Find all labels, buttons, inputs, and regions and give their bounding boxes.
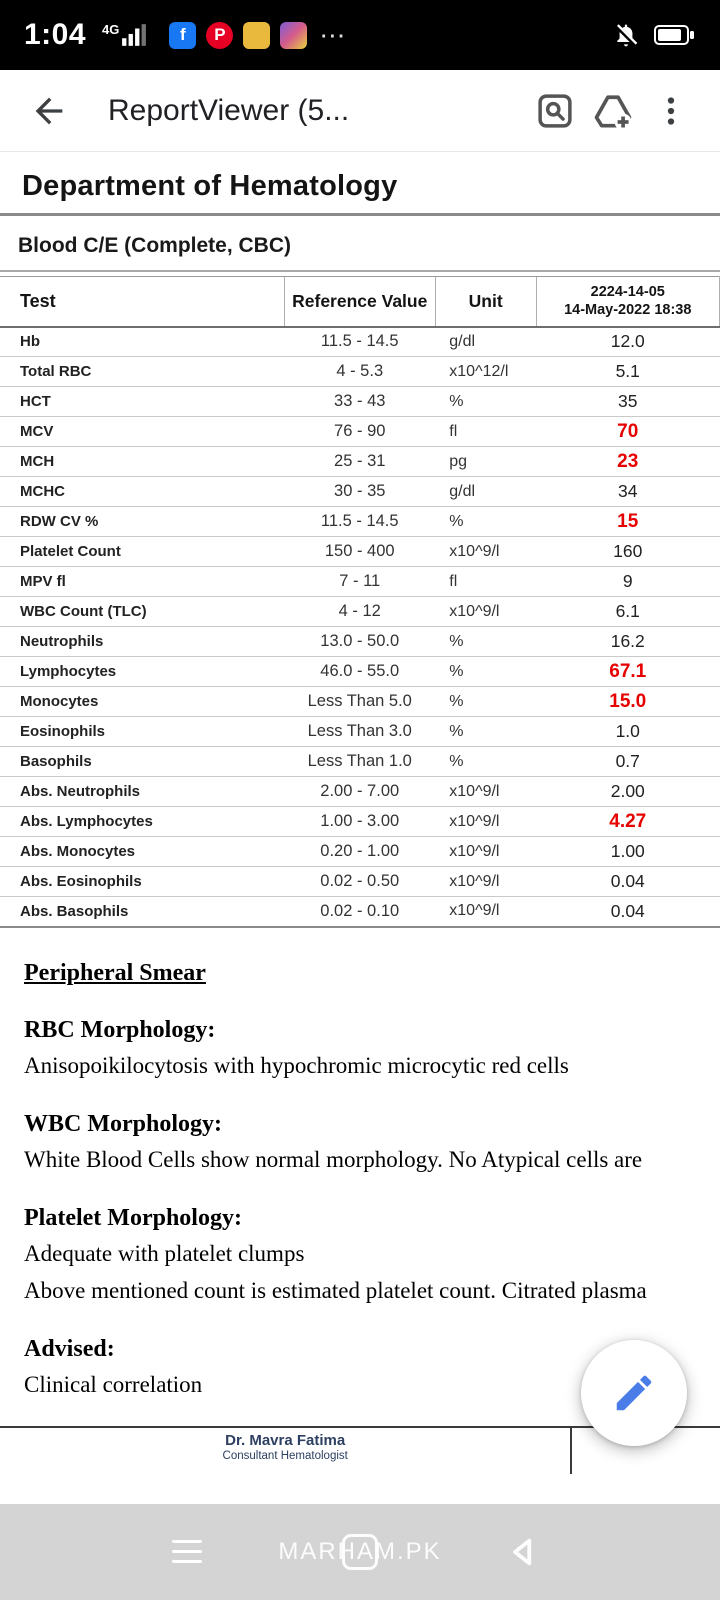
test-name: Basophils [0,747,284,777]
result-value: 15 [536,507,720,537]
notifications-off-icon [612,21,640,49]
reference-range: Less Than 5.0 [284,687,435,717]
table-row [0,357,720,387]
test-name: Eosinophils [0,717,284,747]
test-name: Total RBC [0,357,284,387]
test-name: Abs. Monocytes [0,837,284,867]
smear-heading: Peripheral Smear [24,959,206,986]
result-value: 34 [536,477,720,507]
back-button[interactable] [20,82,78,140]
smear-section-line: Above mentioned count is estimated platelet count. Citrated plasma [24,1277,647,1303]
result-value: 9 [536,567,720,597]
unit: % [435,387,536,417]
overflow-menu-button[interactable] [642,82,700,140]
result-value: 160 [536,537,720,567]
unit: x10^9/l [435,837,536,867]
test-name: Lymphocytes [0,657,284,687]
smear-section-title: Platelet Morphology: [24,1204,242,1231]
result-value: 12.0 [536,327,720,357]
reference-range: 0.02 - 0.50 [284,867,435,897]
results-table-body [0,327,720,927]
unit: x10^9/l [435,597,536,627]
test-name: Abs. Neutrophils [0,777,284,807]
report-document[interactable] [0,152,720,1504]
test-name: Monocytes [0,687,284,717]
network-type-label: 4G [102,21,120,37]
table-row [0,777,720,807]
status-bar-right [612,21,696,49]
table-row [0,627,720,657]
app-notification-icon [243,22,270,49]
unit: % [435,717,536,747]
smear-section-title: RBC Morphology: [24,1016,216,1043]
table-row [0,897,720,927]
reference-range: 4 - 12 [284,597,435,627]
unit: fl [435,417,536,447]
reference-range: 30 - 35 [284,477,435,507]
column-header-unit: Unit [435,277,536,327]
column-header-test: Test [0,277,284,327]
find-in-page-button[interactable] [526,82,584,140]
menu-nav-button[interactable] [172,1540,202,1563]
reference-range: 1.00 - 3.00 [284,807,435,837]
test-name: MPV fl [0,567,284,597]
network-indicator [102,22,147,48]
result-value: 6.1 [536,597,720,627]
unit: x10^9/l [435,537,536,567]
test-name: Abs. Eosinophils [0,867,284,897]
notification-icons [169,20,347,51]
reference-range: 0.20 - 1.00 [284,837,435,867]
smear-section-title: WBC Morphology: [24,1110,222,1137]
result-value: 4.27 [536,807,720,837]
test-name: MCH [0,447,284,477]
back-arrow-icon [29,91,69,131]
reference-range: Less Than 3.0 [284,717,435,747]
table-row [0,417,720,447]
table-row [0,447,720,477]
table-row [0,567,720,597]
result-value: 16.2 [536,627,720,657]
result-value: 5.1 [536,357,720,387]
test-name: MCV [0,417,284,447]
table-row [0,717,720,747]
report-title: Blood C/E (Complete, CBC) [18,234,291,257]
unit: % [435,657,536,687]
unit: pg [435,447,536,477]
table-row [0,687,720,717]
title-divider [0,270,720,272]
app-bar [0,70,720,152]
clock: 1:04 [24,18,87,51]
facebook-icon: f [169,22,196,49]
test-name: RDW CV % [0,507,284,537]
unit: % [435,507,536,537]
results-table [0,276,720,928]
three-dot-menu-icon [653,93,689,129]
test-name: HCT [0,387,284,417]
marham-watermark: MARHAM.PK [278,1538,442,1565]
unit: x10^9/l [435,897,536,927]
unit: x10^9/l [435,777,536,807]
result-value: 0.04 [536,897,720,927]
more-notifications-icon: ⋯ [319,19,348,50]
test-name: MCHC [0,477,284,507]
smear-section-title: Advised: [24,1335,115,1362]
unit: x10^9/l [435,807,536,837]
smear-section-line: Clinical correlation [24,1371,203,1397]
table-row [0,657,720,687]
result-value: 0.7 [536,747,720,777]
result-datetime: 14-May-2022 18:38 [564,302,692,319]
test-name: WBC Count (TLC) [0,597,284,627]
test-name: Abs. Lymphocytes [0,807,284,837]
result-value: 15.0 [536,687,720,717]
result-value: 23 [536,447,720,477]
test-name: Platelet Count [0,537,284,567]
unit: x10^12/l [435,357,536,387]
reference-range: 2.00 - 7.00 [284,777,435,807]
back-triangle-icon [506,1534,542,1570]
reference-range: 76 - 90 [284,417,435,447]
unit: fl [435,567,536,597]
result-value: 1.0 [536,717,720,747]
reference-range: Less Than 1.0 [284,747,435,777]
find-in-page-icon [534,90,576,132]
result-id: 2224-14-05 [590,284,665,301]
result-value: 67.1 [536,657,720,687]
app-title: ReportViewer (5... [108,93,350,127]
smear-section-line: White Blood Cells show normal morphology. No Atypical cells are [24,1146,643,1172]
column-header-reference: Reference Value [284,277,435,327]
signature-block [0,1428,572,1474]
reference-range: 25 - 31 [284,447,435,477]
reference-range: 0.02 - 0.10 [284,897,435,927]
battery-icon [654,23,696,47]
result-value: 70 [536,417,720,447]
result-value: 35 [536,387,720,417]
reference-range: 46.0 - 55.0 [284,657,435,687]
table-row [0,867,720,897]
table-header-row [0,277,720,327]
doctor-title: Consultant Hematologist [222,1450,348,1462]
reference-range: 11.5 - 14.5 [284,327,435,357]
table-row [0,837,720,867]
result-value: 2.00 [536,777,720,807]
reference-range: 33 - 43 [284,387,435,417]
add-to-drive-button[interactable] [584,82,642,140]
result-value: 0.04 [536,867,720,897]
unit: g/dl [435,477,536,507]
table-row [0,597,720,627]
table-row [0,537,720,567]
table-row [0,747,720,777]
pinterest-icon: P [206,22,233,49]
peripheral-smear-block [0,960,720,1400]
smear-section-line: Anisopoikilocytosis with hypochromic microcytic red cells [24,1052,569,1078]
unit: % [435,747,536,777]
reference-range: 4 - 5.3 [284,357,435,387]
reference-range: 11.5 - 14.5 [284,507,435,537]
table-row [0,507,720,537]
table-row [0,387,720,417]
reference-range: 13.0 - 50.0 [284,627,435,657]
back-nav-button[interactable] [506,1534,542,1575]
edit-fab-button[interactable] [581,1340,687,1446]
test-name: Abs. Basophils [0,897,284,927]
reference-range: 150 - 400 [284,537,435,567]
unit: x10^9/l [435,867,536,897]
android-navigation-bar [0,1504,720,1600]
test-name: Hb [0,327,284,357]
drive-add-icon [591,89,635,133]
test-name: Neutrophils [0,627,284,657]
smear-section-line: Adequate with platelet clumps [24,1240,305,1266]
edit-pencil-icon [611,1370,657,1416]
result-value: 1.00 [536,837,720,867]
department-heading: Department of Hematology [22,170,398,202]
column-header-result-date [536,277,720,327]
doctor-name: Dr. Mavra Fatima [225,1432,346,1449]
unit: % [435,687,536,717]
unit: % [435,627,536,657]
table-row [0,327,720,357]
signal-bars-icon [121,22,147,48]
reference-range: 7 - 11 [284,567,435,597]
table-row [0,477,720,507]
app-notification-icon-2 [280,22,307,49]
unit: g/dl [435,327,536,357]
table-row [0,807,720,837]
status-bar [0,0,720,70]
